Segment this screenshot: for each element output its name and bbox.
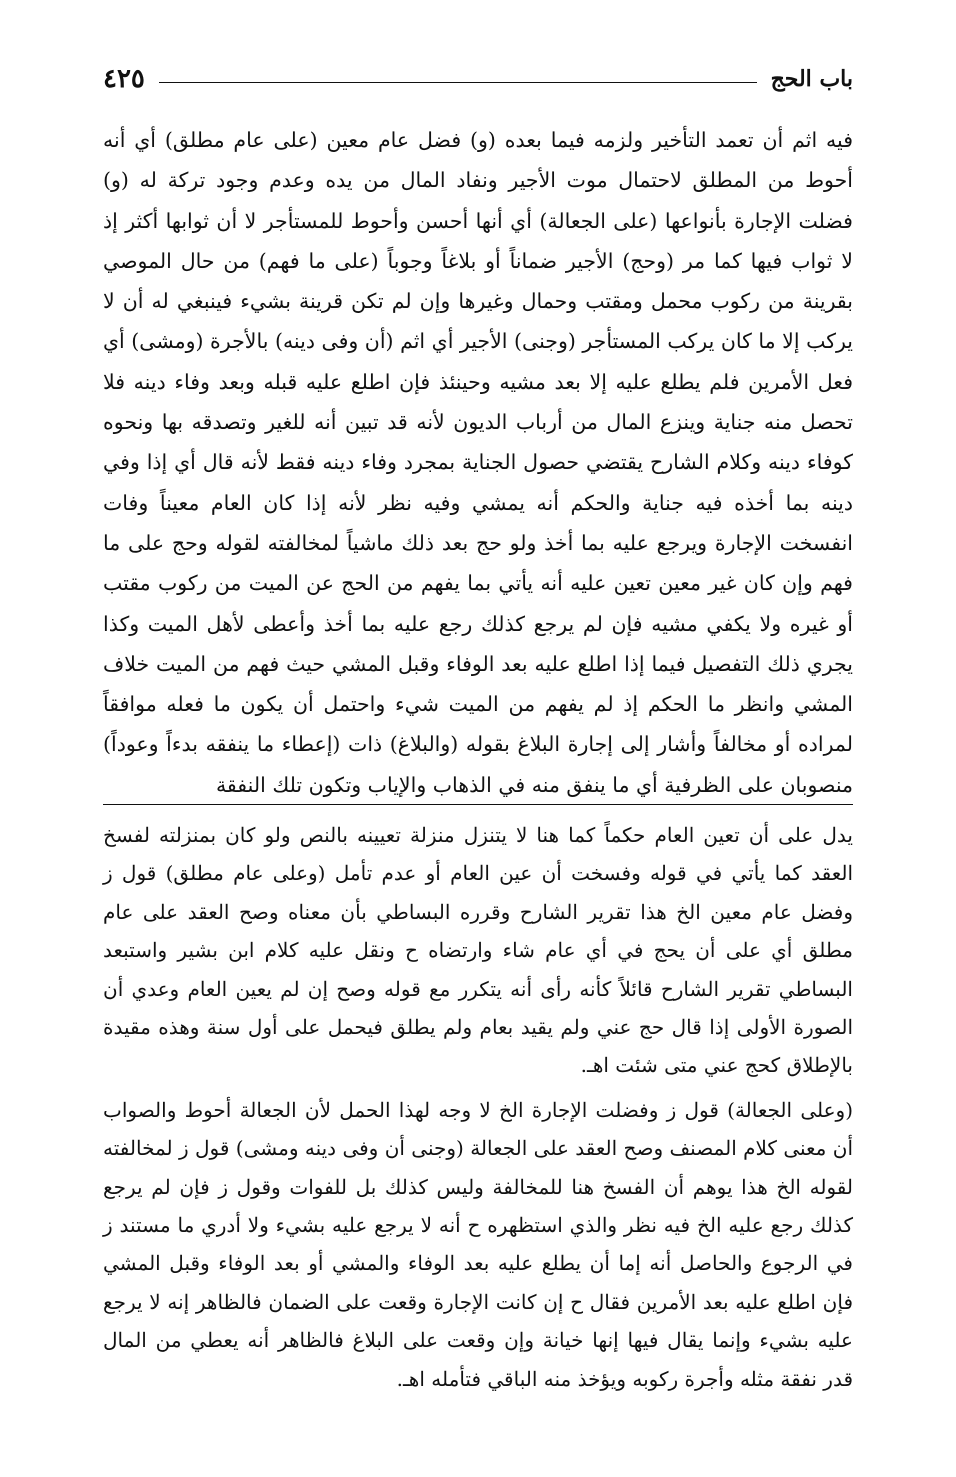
main-commentary [103,120,853,805]
main-paragraph: فيه اثم أن تعمد التأخير ولزمه فيما بعده (و) فضل عام معين (على عام مطلق) أي أنه أحوط من المطلق لاحتمال موت الأجير ونفاد المال من يده وعدم وجود تركة له (و) فضلت الإجارة بأنواعها (على الجعالة) أي أنها أحسن وأحوط للمستأجر لا أن ثوابها أكثر إذ لا ثواب فيها كما مر (وحج) الأجير ضماناً أو بلاغاً وجوباً (على ما فهم) من حال الموصي بقرينة من ركوب محمل ومقتب وحمال وغيرها وإن لم تكن قرينة بشيء فينبغي له أن لا يركب إلا ما كان يركب المستأجر (وجنى) الأجير أي اثم (أن وفى دينه) بالأجرة (ومشى) أي فعل الأمرين فلم يطلع عليه إلا بعد مشيه وحينئذ فإن اطلع عليه قبله وبعد وفاء دينه فلا تحصل منه جناية وينزع المال من أرباب الديون لأنه قد تبين أنه للغير وتصدقه بها ونحوه كوفاء دينه وكلام الشارح يقتضي حصول الجناية بمجرد وفاء دينه فقط لأنه قال أي إذا وفي دينه بما أخذه فيه جناية والحكم أنه يمشي وفيه نظر لأنه إذا كان العام معيناً وفات انفسخت الإجارة ويرجع عليه بما أخذ ولو حج بعد ذلك ماشياً لمخالفته لقوله وحج على ما فهم وإن كان غير معين تعين عليه أنه يأتي بما يفهم من الحج عن الميت من ركوب مقتب أو غيره ولا يكفي مشيه فإن لم يرجع كذلك رجع عليه بما أخذ وأعطى لأهل الميت وكذا يجري ذلك التفصيل فيما إذا اطلع عليه بعد الوفاء وقبل المشي حيث فهم من الميت خلاف المشي وانظر ما الحكم إذ لم يفهم من الميت شيء واحتمل أن يكون ما فعله موافقاً لمراده أو مخالفاً وأشار إلى إجارة البلاغ بقوله (والبلاغ) ذات (إعطاء ما ينفقه بدءاً وعوداً) منصوبان على الظرفية أي ما ينفق منه في الذهاب والإياب وتكون تلك النفقة [103,128,853,797]
footnote-paragraph: (وعلى الجعالة) قول ز وفضلت الإجارة الخ لا وجه لهذا الحمل لأن الجعالة أحوط والصواب أن معنى كلام المصنف وصح العقد على الجعالة (وجنى أن وفى دينه ومشى) قول ز لمخالفته لقوله الخ هذا يوهم أن الفسخ هنا للمخالفة وليس كذلك بل للفوات وقول ز فإن لم يرجع كذلك رجع عليه الخ فيه نظر والذي استظهره ح أنه لا يرجع عليه بشيء ولا أدري ما مستند ز في الرجوع والحاصل أنه إما أن يطلع عليه بعد الوفاء والمشي أو بعد الوفاء وقبل المشي فإن اطلع عليه بعد الأمرين فقال ح إن كانت الإجارة وقعت على الضمان فالظاهر إنه لا يرجع عليه بشيء وإنما يقال فيها إنها خيانة وإن وقعت على البلاغ فالظاهر أنه يعطي من المال قدر نفقة مثله وأجرة ركوبه ويؤخذ منه الباقي فتأمله اهـ. [103,1097,853,1391]
chapter-title: باب الحج [770,66,853,92]
footnote-paragraph: يدل على أن تعين العام حكماً كما هنا لا يتنزل منزلة تعيينه بالنص ولو كان بمنزلته لفسخ العقد كما يأتي في قوله وفسخت أن عين العام أو عدم تأمل (وعلى عام مطلق) قول ز وفضل عام معين الخ هذا تقرير الشارح وقرره البساطي بأن معناه وصح العقد على عام مطلق أي على أن يحج في أي عام شاء وارتضاه ح ونقل عليه كلام ابن بشير واستبعد البساطي تقرير الشارح قائلاً كأنه رأى أنه يتكرر مع قوله وصح إن لم يعين العام وعدي أن الصورة الأولى إذا قال حج عني ولم يقيد بعام ولم يطلق فيحمل على أول سنة وهذه مقيدة بالإطلاق كحج عني متى شئت اهـ. [103,823,853,1078]
footnote-divider [103,804,853,805]
page-number: ٤٢٥ [103,64,145,94]
running-header [103,62,853,96]
header-rule [159,82,757,83]
footnotes [103,816,853,1398]
